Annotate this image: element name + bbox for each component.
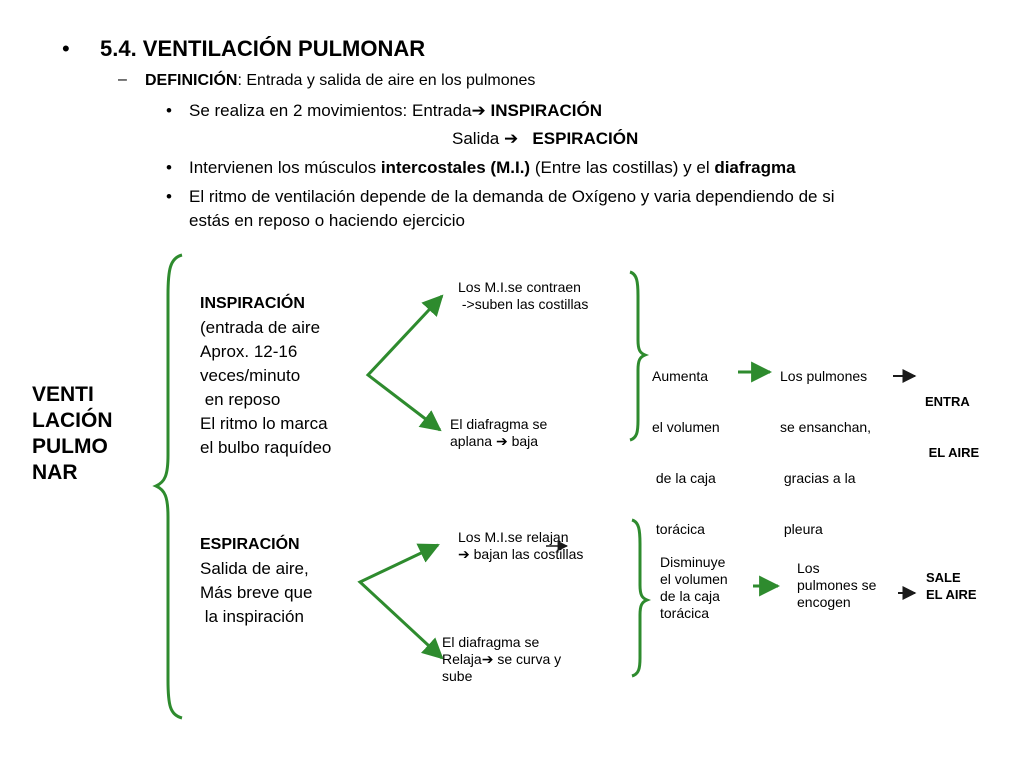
branch-word: se curva y <box>497 651 562 667</box>
muscles-prefix: Intervienen los músculos <box>189 158 381 177</box>
result-line: SALE <box>926 570 961 585</box>
inspiracion-line: El ritmo lo marca <box>200 414 328 433</box>
branch-line-2 <box>442 651 561 668</box>
step-line: de la caja <box>660 588 720 604</box>
branch-line: Los M.I.se relajan <box>458 529 569 545</box>
inspiracion-line: veces/minuto <box>200 366 301 385</box>
inspiracion-branch-top <box>458 279 588 313</box>
step-line: torácica <box>660 605 710 621</box>
espiracion-heading: ESPIRACIÓN <box>200 536 300 553</box>
root-label-line: VENTI <box>32 383 94 406</box>
espiracion-line: la inspiración <box>200 607 304 626</box>
branch-word: aplana <box>450 433 493 449</box>
rhythm-line-1: El ritmo de ventilación depende de la demanda de Oxígeno y varia dependiendo de si <box>189 187 835 206</box>
arrow-right-icon: ➔ <box>495 433 508 449</box>
espiracion-step-2 <box>797 560 876 611</box>
branch-line-2 <box>450 433 547 450</box>
definition-label: DEFINICIÓN <box>145 72 238 89</box>
movements-espiracion: ESPIRACIÓN <box>532 129 639 148</box>
inspiracion-line: (entrada de aire <box>200 318 321 337</box>
branch-line: ->suben las costillas <box>458 296 589 312</box>
branch-line: El diafragma se <box>450 416 548 432</box>
step-line: de la caja <box>652 470 716 486</box>
branch-line: Los M.I.se contraen <box>458 279 581 295</box>
muscles-middle: (Entre las costillas) y el <box>530 158 715 177</box>
step-line: el volumen <box>652 419 720 435</box>
arrow-right-icon: ➔ <box>471 101 486 120</box>
inspiracion-branch-bottom <box>450 416 547 450</box>
espiracion-result <box>926 569 977 603</box>
bullet-dot: • <box>62 36 70 61</box>
arrow-right-icon: ➔ <box>504 129 519 148</box>
result-line: EL AIRE <box>926 587 977 602</box>
step-line: encogen <box>797 594 851 610</box>
main-brace <box>156 255 182 718</box>
root-label-line: LACIÓN <box>32 409 113 432</box>
inspiracion-chevron <box>368 296 442 430</box>
inspiracion-result <box>925 359 979 478</box>
inspiracion-line: el bulbo raquídeo <box>200 438 332 457</box>
inspiracion-step-1 <box>652 334 720 555</box>
root-label-line: NAR <box>32 461 78 484</box>
root-label-line: PULMO <box>32 435 108 458</box>
result-line: EL AIRE <box>925 445 980 460</box>
inspiracion-heading: INSPIRACIÓN <box>200 295 305 312</box>
espiracion-block <box>200 533 312 629</box>
branch-word: Relaja <box>442 651 482 667</box>
slide-title: 5.4. VENTILACIÓN PULMONAR <box>100 36 426 61</box>
step-line: Aumenta <box>652 368 709 384</box>
branch-line: sube <box>442 668 473 684</box>
movements-prefix: Se realiza en 2 movimientos: Entrada <box>189 101 472 120</box>
step-line: pulmones se <box>797 577 877 593</box>
branch-word: baja <box>511 433 539 449</box>
arrow-right-icon: ➔ <box>458 546 470 562</box>
step-line: gracias a la <box>780 470 856 486</box>
step-line: se ensanchan, <box>780 419 872 435</box>
definition-text: : Entrada y salida de aire en los pulmones <box>237 72 536 89</box>
bullet-dot: • <box>166 101 172 120</box>
arrow-right-icon: ➔ <box>481 651 494 667</box>
inspiracion-line: en reposo <box>200 390 281 409</box>
espiracion-step-1 <box>660 554 728 622</box>
inspiracion-step-2 <box>780 334 871 555</box>
inspiracion-brace <box>630 272 645 440</box>
branch-line-2 <box>458 546 583 563</box>
muscles-bold-diafragma: diafragma <box>714 158 796 177</box>
result-line: ENTRA <box>925 394 970 409</box>
step-line: Disminuye <box>660 554 726 570</box>
espiracion-branch-top <box>458 529 583 563</box>
step-line: pleura <box>780 521 823 537</box>
bullet-dot: • <box>166 187 172 206</box>
inspiracion-block <box>200 292 331 460</box>
inspiracion-line: Aprox. 12-16 <box>200 342 298 361</box>
espiracion-chevron <box>360 545 442 658</box>
movements-salida: Salida <box>452 129 500 148</box>
branch-word: bajan las costillas <box>473 546 584 562</box>
step-line: torácica <box>652 521 705 537</box>
step-line: Los pulmones <box>780 368 868 384</box>
root-label <box>32 382 113 486</box>
espiracion-line: Salida de aire, <box>200 559 309 578</box>
dash-bullet: – <box>118 71 127 88</box>
step-line: el volumen <box>660 571 728 587</box>
muscles-bold-intercostales: intercostales (M.I.) <box>380 158 531 177</box>
branch-line: El diafragma se <box>442 634 540 650</box>
espiracion-line: Más breve que <box>200 583 313 602</box>
rhythm-line-2: estás en reposo o haciendo ejercicio <box>189 211 465 230</box>
espiracion-brace <box>632 520 647 676</box>
movements-inspiracion: INSPIRACIÓN <box>490 101 602 120</box>
step-line: Los <box>797 560 820 576</box>
bullet-dot: • <box>166 158 172 177</box>
espiracion-branch-bottom <box>442 634 561 685</box>
